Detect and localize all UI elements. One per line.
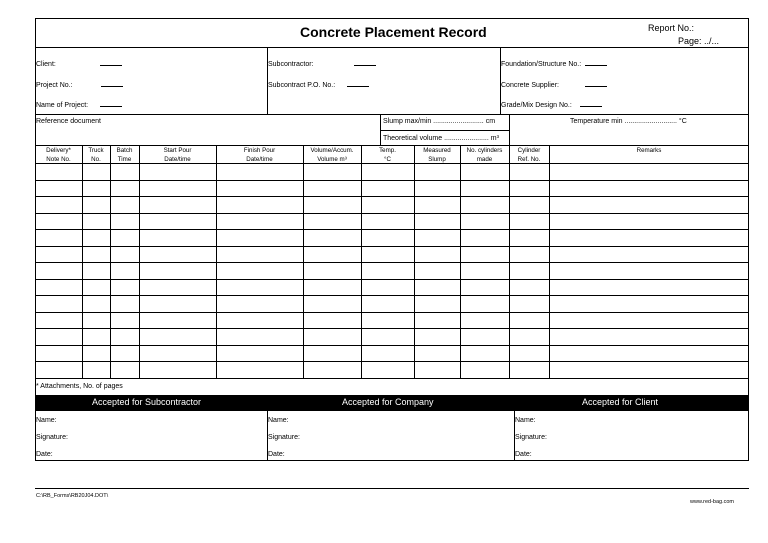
client-name-field[interactable]: Name: <box>515 417 536 424</box>
table-column-header-line: Finish Pour <box>243 147 276 154</box>
subcontractor-name-field[interactable]: Name: <box>36 417 57 424</box>
company-date-field[interactable]: Date: <box>268 451 285 458</box>
table-row[interactable] <box>35 262 749 263</box>
client-signature-field[interactable]: Signature: <box>515 434 547 441</box>
subcontractor-date-field[interactable]: Date: <box>36 451 53 458</box>
table-column-header-line: Volume m³ <box>317 156 347 163</box>
table-column-header-line: No. cylinders <box>466 147 503 154</box>
table-column-header-line: Batch <box>116 147 133 154</box>
table-column-header-line: °C <box>384 156 391 163</box>
table-column-header <box>35 146 82 164</box>
table-column-header-line: Volume/Accum. <box>310 147 354 154</box>
table-column-header-line: Note No. <box>46 156 71 163</box>
table-column-header-line: Delivery* <box>46 147 71 154</box>
divider <box>380 130 509 131</box>
table-column-header <box>139 146 216 164</box>
table-column-header-line: Temp. <box>379 147 396 154</box>
table-column-header-line: Time <box>117 156 132 163</box>
client-label: Client: <box>36 61 56 68</box>
table-column-header-line: No. <box>91 156 101 163</box>
table-column-header-line: Date/time <box>164 156 191 163</box>
company-acceptance-title: Accepted for Company <box>342 397 434 407</box>
page-number-label: Page: ../... <box>678 36 720 46</box>
table-column-header-line: Measured <box>423 147 451 154</box>
table-row[interactable] <box>35 196 749 197</box>
file-path-text: C:\RB_Forms\RB20J04.DOT\ <box>36 493 109 499</box>
grade-mix-label: Grade/Mix Design No.: <box>501 102 572 109</box>
divider <box>35 47 749 48</box>
table-column-header-line: Ref. No. <box>517 156 541 163</box>
client-date-field[interactable]: Date: <box>515 451 532 458</box>
table-column-header <box>460 146 509 164</box>
divider <box>509 114 510 145</box>
table-row[interactable] <box>35 246 749 247</box>
project-number-label: Project No.: <box>36 82 73 89</box>
table-column-header <box>82 146 110 164</box>
slump-field[interactable]: Slump max/min .......................... cm <box>383 118 496 125</box>
table-column-header <box>414 146 460 164</box>
subcontractor-signature-field[interactable]: Signature: <box>36 434 68 441</box>
divider <box>35 378 749 379</box>
table-column-header-line: Date/time <box>246 156 273 163</box>
table-column-header <box>303 146 361 164</box>
page-title: Concrete Placement Record <box>300 24 487 40</box>
table-row[interactable] <box>35 361 749 362</box>
table-row[interactable] <box>35 345 749 346</box>
table-row[interactable] <box>35 312 749 313</box>
foundation-structure-label: Foundation/Structure No.: <box>501 61 582 68</box>
subcontract-po-field[interactable] <box>268 82 369 89</box>
table-row[interactable] <box>35 328 749 329</box>
project-name-field[interactable] <box>36 102 122 109</box>
client-acceptance-title: Accepted for Client <box>582 397 659 407</box>
subcontract-po-label: Subcontract P.O. No.: <box>268 82 336 89</box>
company-signature-field[interactable]: Signature: <box>268 434 300 441</box>
attachments-footnote: * Attachments, No. of pages <box>36 383 123 390</box>
table-column-header-line: made <box>476 156 493 163</box>
table-column-header <box>549 146 749 155</box>
concrete-supplier-label: Concrete Supplier: <box>501 82 559 89</box>
table-row[interactable] <box>35 229 749 230</box>
report-number-label: Report No.: <box>648 23 695 33</box>
footer-rule <box>35 488 749 489</box>
subcontractor-acceptance-title: Accepted for Subcontractor <box>92 397 202 407</box>
table-column-header-line: Truck <box>88 147 104 154</box>
project-number-field[interactable] <box>36 82 123 89</box>
foundation-structure-field[interactable] <box>501 61 607 68</box>
concrete-supplier-field[interactable] <box>501 82 607 89</box>
client-field[interactable] <box>36 61 122 68</box>
grade-mix-field[interactable] <box>501 102 602 109</box>
table-column-header-line: Start Pour <box>163 147 192 154</box>
subcontractor-label: Subcontractor: <box>268 61 314 68</box>
table-column-header <box>110 146 139 164</box>
temperature-min-field[interactable]: Temperature min ........................... °C <box>570 118 687 125</box>
table-row[interactable] <box>35 279 749 280</box>
table-column-header-line: Cylinder <box>517 147 541 154</box>
theoretical-volume-field[interactable]: Theoretical volume ....................... m³ <box>383 135 499 142</box>
table-column-header-line: Remarks <box>636 147 662 154</box>
divider <box>380 114 381 145</box>
subcontractor-field[interactable] <box>268 61 376 68</box>
company-name-field[interactable]: Name: <box>268 417 289 424</box>
table-column-header <box>216 146 303 164</box>
project-name-label: Name of Project: <box>36 102 89 109</box>
divider <box>35 114 749 115</box>
table-column-header-line: Slump <box>428 156 446 163</box>
table-row[interactable] <box>35 213 749 214</box>
website-text: www.red-bag.com <box>690 499 735 505</box>
table-row[interactable] <box>35 180 749 181</box>
table-row[interactable] <box>35 295 749 296</box>
table-column-header <box>509 146 549 164</box>
divider <box>267 47 268 114</box>
reference-document-label: Reference document <box>36 118 101 125</box>
table-column-header <box>361 146 414 164</box>
